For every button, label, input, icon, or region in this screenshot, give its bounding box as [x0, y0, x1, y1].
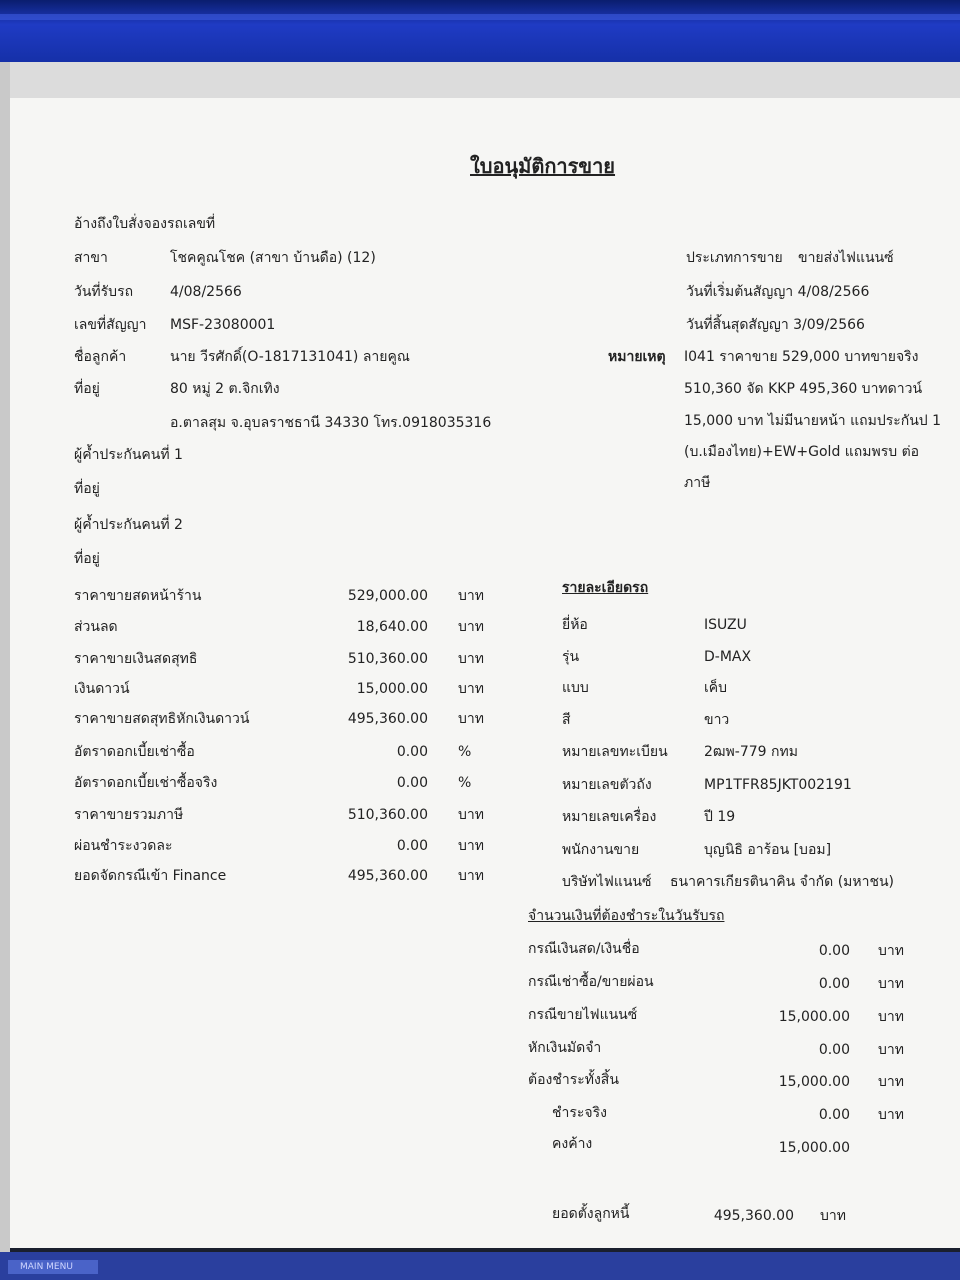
price-label: ส่วนลด	[74, 619, 118, 635]
customer-value: นาย วีรศักดิ์(O-1817131041) ลายคูณ	[170, 349, 410, 365]
contract-start: วันที่เริ่มต้นสัญญา 4/08/2566	[686, 284, 870, 300]
price-unit: บาท	[458, 651, 484, 667]
date-label: วันที่รับรถ	[74, 284, 134, 300]
payment-value: 0.00	[818, 943, 850, 959]
vehicle-label: สี	[562, 712, 571, 728]
price-unit: บาท	[458, 711, 484, 727]
guarantor2-address-label: ที่อยู่	[74, 551, 100, 567]
contract-value: MSF-23080001	[170, 317, 276, 333]
price-unit: %	[458, 744, 472, 760]
price-label: ผ่อนชำระงวดละ	[74, 838, 173, 854]
remark-line: 15,000 บาท ไม่มีนายหน้า แถมประกันป 1	[684, 413, 942, 429]
vehicle-value: MP1TFR85JKT002191	[704, 777, 852, 793]
debt-total-value: 495,360.00	[713, 1208, 794, 1224]
price-label: อัตราดอกเบี้ยเช่าซื้อ	[74, 744, 195, 760]
payment-value: 0.00	[818, 976, 850, 992]
remark-label: หมายเหตุ	[608, 349, 666, 365]
payment-unit: บาท	[878, 943, 904, 959]
vehicle-value: บุญนิธิ อาร้อน [บอม]	[704, 842, 832, 858]
payment-label: ชำระจริง	[552, 1105, 607, 1121]
price-unit: บาท	[458, 838, 484, 854]
price-unit: บาท	[458, 807, 484, 823]
price-unit: %	[458, 775, 472, 791]
remark-line: 510,360 จัด KKP 495,360 บาทดาวน์	[684, 381, 923, 397]
remark-line: (บ.เมืองไทย)+EW+Gold แถมพรบ ต่อ	[684, 444, 920, 460]
taskbar	[0, 1252, 960, 1280]
customer-label: ชื่อลูกค้า	[74, 349, 127, 365]
payment-label: ต้องชำระทั้งสิ้น	[528, 1072, 619, 1088]
price-unit: บาท	[458, 588, 484, 604]
vehicle-label: รุ่น	[562, 649, 580, 665]
document-page	[10, 98, 960, 1248]
price-label: ราคาขายสดสุทธิหักเงินดาวน์	[74, 711, 250, 727]
price-label: อัตราดอกเบี้ยเช่าซื้อจริง	[74, 775, 218, 791]
payment-value: 15,000.00	[778, 1074, 850, 1090]
vehicle-value: D-MAX	[704, 649, 752, 665]
sale-type-value: ขายส่งไฟแนนซ์	[798, 250, 894, 266]
payment-unit: บาท	[878, 1009, 904, 1025]
payment-value: 15,000.00	[778, 1140, 850, 1156]
price-value: 510,360.00	[347, 651, 428, 667]
price-label: เงินดาวน์	[74, 681, 130, 697]
price-unit: บาท	[458, 619, 484, 635]
guarantor1-label: ผู้ค้ำประกันคนที่ 1	[74, 447, 183, 463]
address-line-1: 80 หมู่ 2 ต.จิกเทิง	[170, 381, 280, 397]
titlebar-stripe	[0, 14, 960, 20]
vehicle-label: หมายเลขเครื่อง	[562, 809, 657, 825]
address-label: ที่อยู่	[74, 381, 100, 397]
vehicle-value: 2ฒพ-779 กทม	[704, 744, 798, 760]
vehicle-label: แบบ	[562, 680, 589, 696]
price-value: 0.00	[396, 744, 428, 760]
payment-label: กรณีเงินสด/เงินชื่อ	[528, 941, 640, 957]
payment-unit: บาท	[878, 1107, 904, 1123]
vehicle-value: ปี 19	[704, 809, 736, 825]
contract-label: เลขที่สัญญา	[74, 317, 147, 333]
window-titlebar	[0, 0, 960, 62]
sale-type-label: ประเภทการขาย	[686, 250, 783, 266]
price-label: ราคาขายเงินสดสุทธิ	[74, 651, 198, 667]
payment-label: หักเงินมัดจำ	[528, 1040, 602, 1056]
payment-value: 0.00	[818, 1042, 850, 1058]
doc-title: ใบอนุมัติการขาย	[470, 154, 616, 178]
price-value: 495,360.00	[347, 868, 428, 884]
payment-unit: บาท	[878, 976, 904, 992]
price-value: 0.00	[396, 775, 428, 791]
debt-total-label: ยอดตั้งลูกหนี้	[552, 1206, 630, 1222]
vehicle-value: เค็บ	[704, 680, 728, 696]
vehicle-label: หมายเลขทะเบียน	[562, 744, 668, 760]
remark-line: ภาษี	[684, 475, 711, 491]
price-value: 18,640.00	[356, 619, 428, 635]
payment-value: 0.00	[818, 1107, 850, 1123]
price-value: 529,000.00	[347, 588, 428, 604]
price-value: 510,360.00	[347, 807, 428, 823]
payment-label: กรณีเช่าซื้อ/ขายผ่อน	[528, 974, 654, 990]
branch-value: โชคคูณโชค (สาขา บ้านดือ) (12)	[170, 250, 376, 266]
payment-label: กรณีขายไฟแนนซ์	[528, 1007, 638, 1023]
price-label: ราคาขายรวมภาษี	[74, 807, 184, 823]
payment-unit: บาท	[878, 1042, 904, 1058]
price-label: ราคาขายสดหน้าร้าน	[74, 588, 202, 604]
vehicle-heading: รายละเอียดรถ	[562, 580, 649, 596]
branch-label: สาขา	[74, 250, 108, 266]
window-frame-top	[0, 62, 960, 98]
vehicle-label: หมายเลขตัวถัง	[562, 777, 652, 793]
finance-company-value: ธนาคารเกียรตินาคิน จำกัด (มหาชน)	[670, 874, 895, 890]
main-menu-button[interactable]: MAIN MENU	[8, 1260, 98, 1274]
price-value: 0.00	[396, 838, 428, 854]
price-unit: บาท	[458, 681, 484, 697]
reference-line: อ้างถึงใบสั่งจองรถเลขที่	[74, 216, 216, 232]
vehicle-value: ISUZU	[704, 617, 747, 633]
payment-heading: จำนวนเงินที่ต้องชำระในวันรับรถ	[528, 908, 725, 924]
guarantor2-label: ผู้ค้ำประกันคนที่ 2	[74, 517, 183, 533]
contract-end: วันที่สิ้นสุดสัญญา 3/09/2566	[686, 317, 865, 333]
window-frame-left	[0, 62, 10, 1252]
guarantor1-address-label: ที่อยู่	[74, 481, 100, 497]
vehicle-label: พนักงานขาย	[562, 842, 640, 858]
price-value: 15,000.00	[356, 681, 428, 697]
debt-total-unit: บาท	[820, 1208, 846, 1224]
remark-line: I041 ราคาขาย 529,000 บาทขายจริง	[684, 349, 919, 365]
vehicle-label: ยี่ห้อ	[562, 617, 588, 633]
payment-label: คงค้าง	[552, 1136, 593, 1152]
price-unit: บาท	[458, 868, 484, 884]
date-value: 4/08/2566	[170, 284, 242, 300]
payment-value: 15,000.00	[778, 1009, 850, 1025]
finance-company-label: บริษัทไฟแนนซ์	[562, 874, 652, 890]
price-label: ยอดจัดกรณีเข้า Finance	[74, 868, 227, 884]
address-line-2: อ.ตาลสุม จ.อุบลราชธานี 34330 โทร.0918035316	[170, 415, 492, 431]
vehicle-value: ขาว	[704, 712, 730, 728]
payment-unit: บาท	[878, 1074, 904, 1090]
price-value: 495,360.00	[347, 711, 428, 727]
